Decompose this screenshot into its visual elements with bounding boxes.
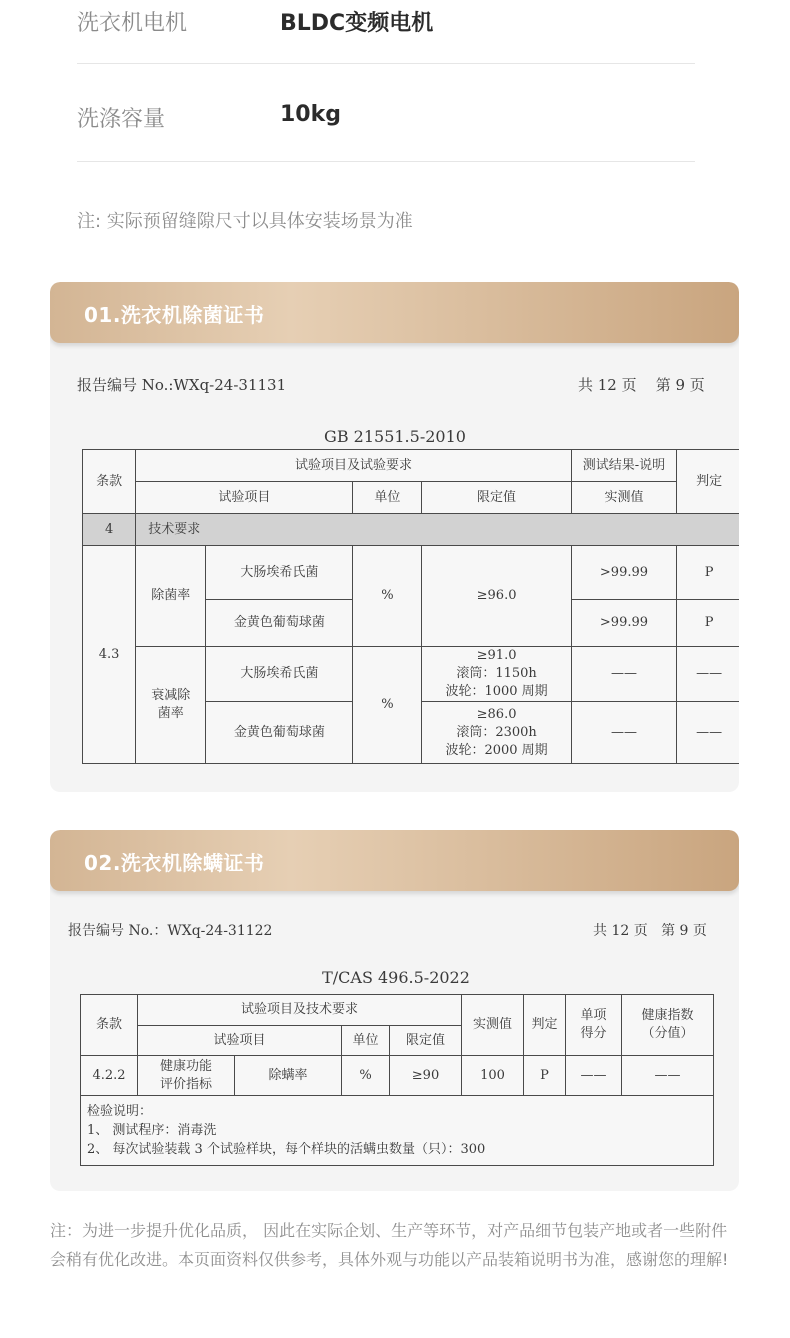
single-score-value: —— bbox=[566, 1056, 622, 1096]
spec-value: BLDC变频电机 bbox=[280, 11, 434, 36]
sterilization-certificate-card bbox=[50, 282, 739, 792]
installation-note: 注: 实际预留缝隙尺寸以具体安装场景为准 bbox=[77, 211, 413, 232]
header-item: 试验项目 bbox=[136, 482, 353, 514]
card-title: 02.洗衣机除螨证书 bbox=[84, 851, 265, 875]
test-item: 大肠埃希氏菌 bbox=[206, 546, 353, 600]
header-single-score bbox=[566, 995, 622, 1056]
unit-value: % bbox=[353, 647, 422, 764]
decay-rate-text: 衰减除菌率 bbox=[151, 688, 191, 721]
single-score-text: 单项得分 bbox=[580, 1008, 607, 1041]
sterilization-test-table bbox=[82, 449, 739, 764]
spec-label: 洗涤容量 bbox=[77, 107, 166, 132]
limit-value: ≥90 bbox=[390, 1056, 462, 1096]
test-item: 金黄色葡萄球菌 bbox=[206, 702, 353, 764]
function-label bbox=[138, 1056, 235, 1096]
mite-removal-certificate-card bbox=[50, 830, 739, 1191]
judge-value: P bbox=[677, 600, 739, 647]
limit-value: ≥96.0 bbox=[422, 546, 571, 647]
note-line: 2、 每次试验装载 3 个试验样块，每个样块的活螨虫数量（只）：300 bbox=[87, 1142, 486, 1157]
limit-line: ≥86.0 bbox=[476, 706, 517, 722]
judge-value: P bbox=[677, 546, 739, 600]
card-header bbox=[50, 830, 739, 891]
sterilization-rate-label: 除菌率 bbox=[136, 546, 206, 647]
standard-number: GB 21551.5-2010 bbox=[324, 427, 466, 446]
measured-value: >99.99 bbox=[571, 600, 676, 647]
inspection-notes bbox=[81, 1096, 714, 1166]
header-limit: 限定值 bbox=[390, 1026, 462, 1056]
standard-number: T/CAS 496.5-2022 bbox=[322, 968, 470, 987]
header-items-requirements: 试验项目及技术要求 bbox=[138, 995, 462, 1026]
limit-value bbox=[422, 647, 571, 702]
measured-value: —— bbox=[571, 702, 676, 764]
header-result: 测试结果-说明 bbox=[571, 450, 676, 482]
limit-line: ≥91.0 bbox=[476, 648, 517, 663]
measured-value: —— bbox=[571, 647, 676, 702]
unit-value: % bbox=[353, 546, 422, 647]
measured-value: >99.99 bbox=[571, 546, 676, 600]
header-clause: 条款 bbox=[83, 450, 136, 514]
report-number: 报告编号 No.：WXq-24-31122 bbox=[68, 923, 273, 939]
header-health-index bbox=[622, 995, 714, 1056]
card-title: 01.洗衣机除菌证书 bbox=[84, 303, 265, 327]
spec-row-capacity bbox=[77, 98, 695, 162]
note-line: 1、 测试程序：消毒洗 bbox=[87, 1123, 217, 1138]
header-unit: 单位 bbox=[342, 1026, 390, 1056]
test-item: 大肠埃希氏菌 bbox=[206, 647, 353, 702]
page-info: 共 12 页 第 9 页 bbox=[578, 376, 705, 394]
clause-number: 4.3 bbox=[83, 546, 136, 764]
mite-removal-test-table bbox=[80, 994, 714, 1166]
page-info: 共 12 页 第 9 页 bbox=[593, 923, 707, 939]
disclaimer-note: 注：为进一步提升优化品质， 因此在实际企划、生产等环节，对产品细节包装产地或者一些附件会稍有优化改进。本页面资料仅供参考，具体外观与功能以产品装箱说明书为准，感谢您的理解! bbox=[50, 1221, 729, 1269]
measured-value: 100 bbox=[462, 1056, 524, 1096]
test-item: 金黄色葡萄球菌 bbox=[206, 600, 353, 647]
decay-rate-label bbox=[136, 647, 206, 764]
header-measured: 实测值 bbox=[571, 482, 676, 514]
judge-value: —— bbox=[677, 647, 739, 702]
header-items-requirements: 试验项目及试验要求 bbox=[136, 450, 571, 482]
function-text: 健康功能评价指标 bbox=[159, 1058, 212, 1092]
limit-line: 波轮：1000 周期 bbox=[445, 684, 548, 699]
test-item: 除螨率 bbox=[235, 1056, 342, 1096]
judge-value: P bbox=[524, 1056, 566, 1096]
limit-line: 滚筒：2300h bbox=[456, 724, 537, 740]
limit-line: 波轮：2000 周期 bbox=[445, 742, 548, 758]
header-unit: 单位 bbox=[353, 482, 422, 514]
clause-number: 4.2.2 bbox=[81, 1056, 138, 1096]
spec-label: 洗衣机电机 bbox=[77, 11, 188, 36]
header-judge: 判定 bbox=[524, 995, 566, 1056]
section-number: 4 bbox=[83, 514, 136, 546]
health-index-value: —— bbox=[622, 1056, 714, 1096]
header-judge: 判定 bbox=[677, 450, 739, 514]
limit-line: 滚筒：1150h bbox=[456, 666, 537, 681]
section-label: 技术要求 bbox=[136, 514, 739, 546]
spec-value: 10kg bbox=[280, 102, 341, 127]
health-index-text: 健康指数（分值） bbox=[641, 1008, 694, 1041]
header-clause: 条款 bbox=[81, 995, 138, 1056]
header-item: 试验项目 bbox=[138, 1026, 342, 1056]
header-measured: 实测值 bbox=[462, 995, 524, 1056]
report-number: 报告编号 No.:WXq-24-31131 bbox=[77, 376, 287, 394]
header-limit: 限定值 bbox=[422, 482, 571, 514]
judge-value: —— bbox=[677, 702, 739, 764]
spec-row-motor bbox=[77, 0, 695, 64]
unit-value: % bbox=[342, 1056, 390, 1096]
card-header bbox=[50, 282, 739, 343]
note-line: 检验说明： bbox=[87, 1104, 153, 1119]
limit-value bbox=[422, 702, 571, 764]
